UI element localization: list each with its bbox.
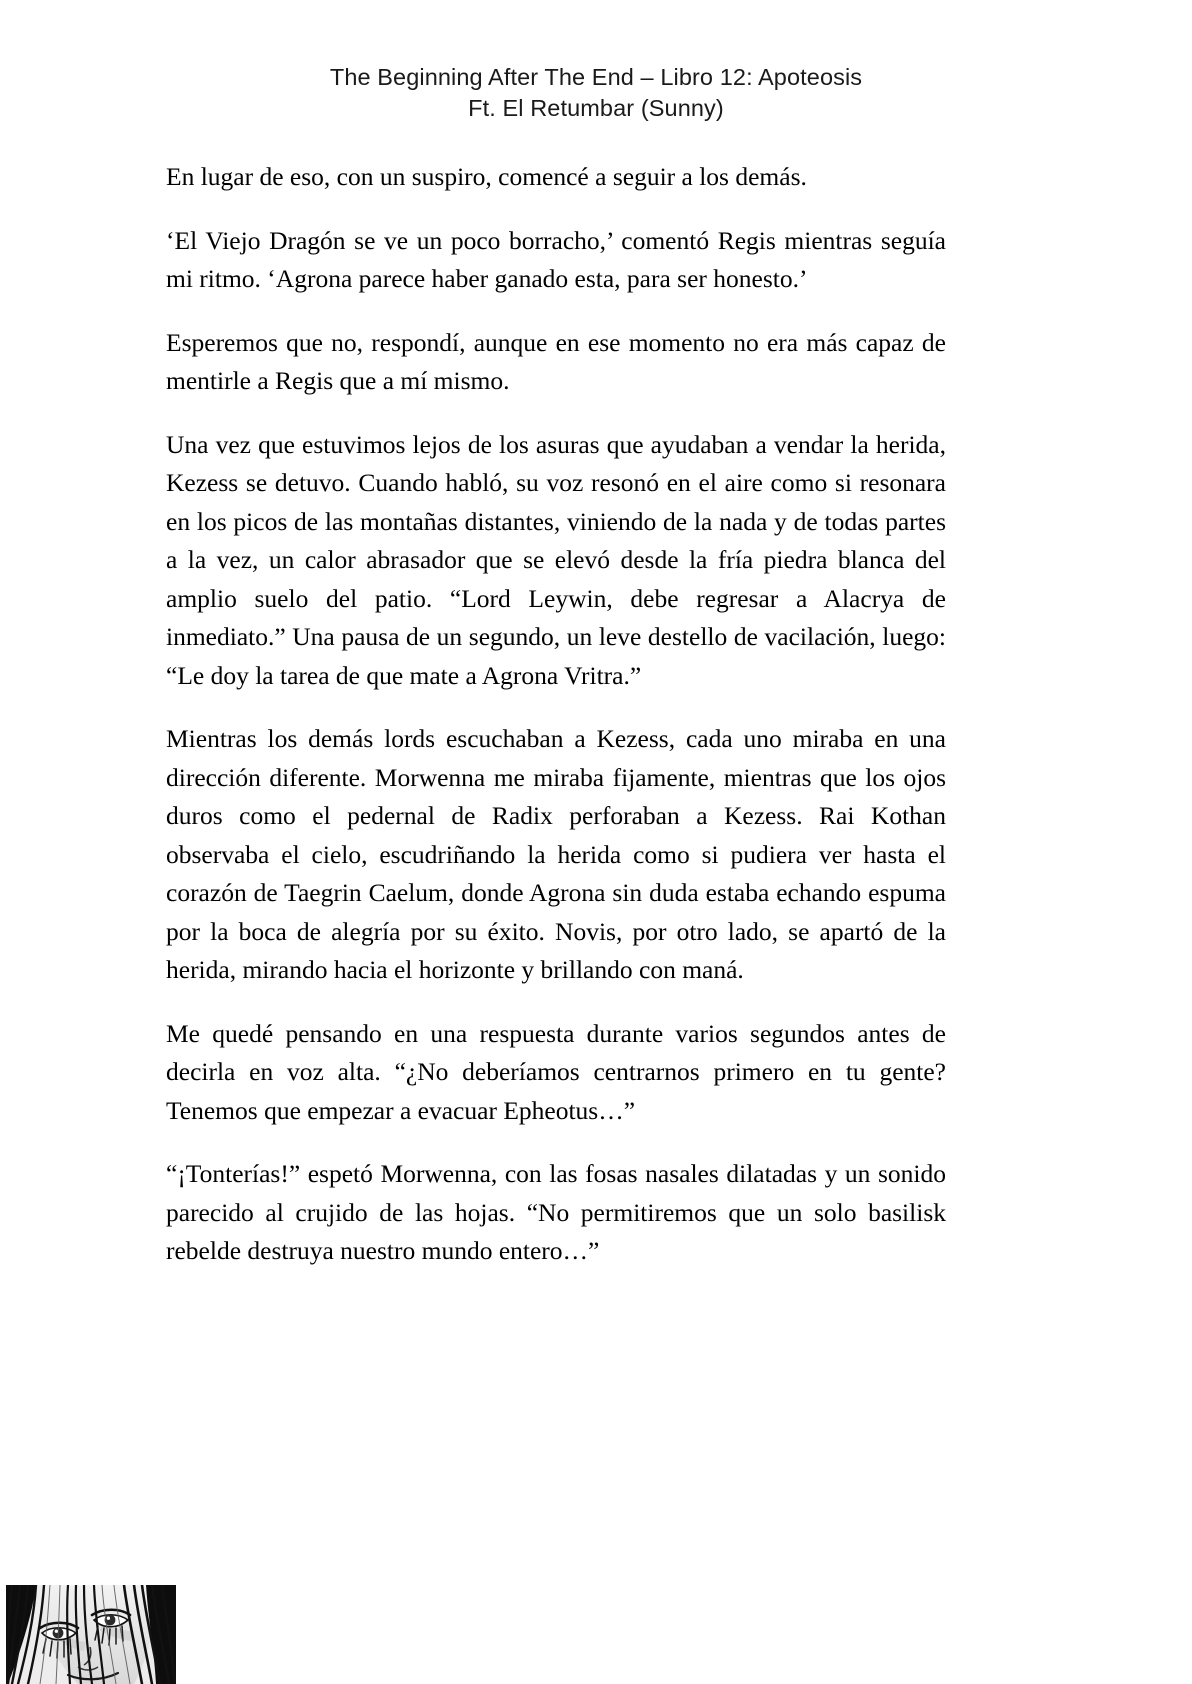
paragraph: Mientras los demás lords escuchaban a Kezess, cada uno miraba en una dirección diferente. Morwenna me miraba fijamente, mientras que los ojos duros como el pedernal de Radix perforaban a Kezess. Rai Kothan observaba el cielo, escudriñando la herida como si pudiera ver hasta el corazón de Taegrin Caelum, donde Agrona sin duda estaba echando espuma por la boca de alegría por su éxito. Novis, por otro lado, se apartó de la herida, mirando hacia el horizonte y brillando con maná. — [166, 724, 946, 984]
manga-face-icon — [6, 1585, 176, 1684]
paragraph: Me quedé pensando en una respuesta durante varios segundos antes de decirla en voz alta. “¿No deberíamos centrarnos primero en tu gente? Tenemos que empezar a evacuar Epheotus…” — [166, 1018, 946, 1125]
paragraph: En lugar de eso, con un suspiro, comencé a seguir a los demás. — [166, 162, 807, 191]
paragraph: “¡Tonterías!” espetó Morwenna, con las fosas nasales dilatadas y un sonido parecido al crujido de las hojas. “No permitiremos que un solo basilisk rebelde destruya nuestro mundo entero…” — [166, 1159, 946, 1265]
page-title-line-2: Ft. El Retumbar (Sunny) — [468, 95, 724, 121]
paragraph: Esperemos que no, respondí, aunque en ese momento no era más capaz de mentirle a Regis que a mí mismo. — [166, 327, 946, 395]
paragraph: ‘El Viejo Dragón se ve un poco borracho,’ comentó Regis mientras seguía mi ritmo. ‘Agrona parece haber ganado esta, para ser honesto.’ — [166, 225, 946, 293]
page-title — [0, 62, 1192, 124]
paragraph: Una vez que estuvimos lejos de los asuras que ayudaban a vendar la herida, Kezess se detuvo. Cuando habló, su voz resonó en el aire como si resonara en los picos de las montañas distantes, viniendo de la nada y de todas partes a la vez, un calor abrasador que se elevó desde la fría piedra blanca del amplio suelo del patio. “Lord Leywin, debe regresar a Alacrya de inmediato.” Una pausa de un segundo, un leve destello de vacilación, luego: “Le doy la tarea de que mate a Agrona Vritra.” — [166, 429, 946, 690]
page-title-line-1: The Beginning After The End – Libro 12: Apoteosis — [329, 64, 863, 90]
manga-face-illustration — [6, 1585, 176, 1684]
body-text-column — [166, 158, 946, 1271]
